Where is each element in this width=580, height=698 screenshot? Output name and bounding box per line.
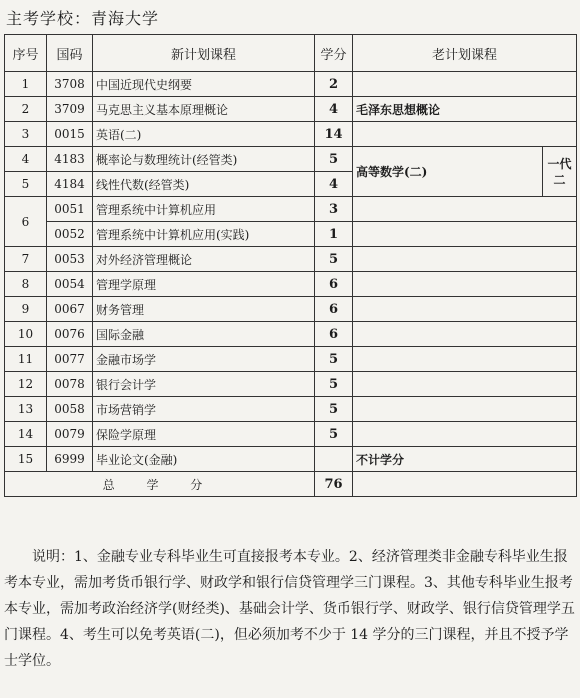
row-credit: 6: [315, 322, 353, 347]
table-row: [5, 197, 577, 222]
row-credit: 5: [315, 397, 353, 422]
old-course-empty: [353, 297, 577, 322]
row-code: 0052: [47, 222, 93, 247]
old-course-empty: [353, 422, 577, 447]
table-row: [5, 222, 577, 247]
row-credit: 3: [315, 197, 353, 222]
row-seq: 1: [5, 72, 47, 97]
row-seq: 13: [5, 397, 47, 422]
row-course-name: 国际金融: [93, 322, 315, 347]
row-seq: 10: [5, 322, 47, 347]
school-title: 主考学校：青海大学: [6, 9, 160, 28]
row-course-name: 管理学原理: [93, 272, 315, 297]
row-seq: 14: [5, 422, 47, 447]
total-empty: [353, 472, 577, 497]
row-course-name: 对外经济管理概论: [93, 247, 315, 272]
row-course-name: 保险学原理: [93, 422, 315, 447]
row-code: 4183: [47, 147, 93, 172]
header-new-course: 新计划课程: [93, 35, 315, 72]
row-credit: 14: [315, 122, 353, 147]
row-code: 6999: [47, 447, 93, 472]
row-code: 0077: [47, 347, 93, 372]
old-course-empty: [353, 397, 577, 422]
old-course-empty: [353, 347, 577, 372]
row-seq: 6: [5, 197, 47, 247]
row-seq: 12: [5, 372, 47, 397]
table-row: [5, 322, 577, 347]
row-code: 0015: [47, 122, 93, 147]
row-credit: 2: [315, 72, 353, 97]
row-course-name: 马克思主义基本原理概论: [93, 97, 315, 122]
row-credit: 5: [315, 372, 353, 397]
row-seq: 2: [5, 97, 47, 122]
row-credit: 6: [315, 297, 353, 322]
total-value: 76: [315, 472, 353, 497]
row-seq: 11: [5, 347, 47, 372]
row-code: 4184: [47, 172, 93, 197]
row-course-name: 银行会计学: [93, 372, 315, 397]
row-seq: 7: [5, 247, 47, 272]
old-course-empty: [353, 222, 577, 247]
row-seq: 3: [5, 122, 47, 147]
table-row: [5, 372, 577, 397]
row-code: 3708: [47, 72, 93, 97]
header-seq: 序号: [5, 35, 47, 72]
old-course-empty: [353, 247, 577, 272]
header-code: 国码: [47, 35, 93, 72]
table-row: [5, 247, 577, 272]
row-course-name: 中国近现代史纲要: [93, 72, 315, 97]
row-code: 0067: [47, 297, 93, 322]
row-course-name: 毕业论文(金融): [93, 447, 315, 472]
row-seq: 15: [5, 447, 47, 472]
old-course-empty: [353, 122, 577, 147]
row-credit: 5: [315, 147, 353, 172]
row-code: 0053: [47, 247, 93, 272]
row-credit: 5: [315, 247, 353, 272]
row-course-name: 英语(二): [93, 122, 315, 147]
old-course-empty: [353, 72, 577, 97]
old-course-empty: [353, 322, 577, 347]
row-credit: 1: [315, 222, 353, 247]
table-row: [5, 397, 577, 422]
row-seq: 4: [5, 147, 47, 172]
old-course-maogai: 毛泽东思想概论: [353, 97, 577, 122]
row-seq: 5: [5, 172, 47, 197]
row-credit: 5: [315, 422, 353, 447]
row-code: 0054: [47, 272, 93, 297]
row-credit: 4: [315, 172, 353, 197]
table-row: [5, 272, 577, 297]
row-credit: 4: [315, 97, 353, 122]
header-credit: 学分: [315, 35, 353, 72]
row-code: 0076: [47, 322, 93, 347]
row-course-name: 金融市场学: [93, 347, 315, 372]
table-row: [5, 147, 577, 172]
row-course-name: 管理系统中计算机应用: [93, 197, 315, 222]
total-row: [5, 472, 577, 497]
total-label: 总 学 分: [5, 472, 315, 497]
table-header-row: [5, 35, 577, 72]
row-code: 0058: [47, 397, 93, 422]
table-row: [5, 122, 577, 147]
row-course-name: 市场营销学: [93, 397, 315, 422]
row-course-name: 财务管理: [93, 297, 315, 322]
old-course-empty: [353, 197, 577, 222]
header-old-course: 老计划课程: [353, 35, 577, 72]
row-code: 3709: [47, 97, 93, 122]
row-course-name: 概率论与数理统计(经管类): [93, 147, 315, 172]
row-credit: 6: [315, 272, 353, 297]
row-credit: 5: [315, 347, 353, 372]
row-seq: 9: [5, 297, 47, 322]
row-code: 0051: [47, 197, 93, 222]
old-course-math-tag: 一代二: [543, 147, 577, 197]
row-credit: [315, 447, 353, 472]
table-row: [5, 97, 577, 122]
table-row: [5, 447, 577, 472]
row-code: 0078: [47, 372, 93, 397]
table-row: [5, 72, 577, 97]
old-course-math: 高等数学(二): [353, 147, 543, 197]
old-course-empty: [353, 272, 577, 297]
explanation-note: 说明：1、金融专业专科毕业生可直接报考本专业。2、经济管理类非金融专科毕业生报考本专业，需加考货币银行学、财政学和银行信贷管理学三门课程。3、其他专科毕业生报考本专业，需加考政治经济学(财经类)、基础会计学、货币银行学、财政学、银行信贷管理学五门课程。4、考生可以免考英语(二)，但必须加考不少于 14 学分的三门课程，并且不授予学士学位。: [4, 549, 575, 669]
old-course-thesis: 不计学分: [353, 447, 577, 472]
row-seq: 8: [5, 272, 47, 297]
row-course-name: 管理系统中计算机应用(实践): [93, 222, 315, 247]
row-code: 0079: [47, 422, 93, 447]
old-course-empty: [353, 372, 577, 397]
course-table: [4, 34, 577, 497]
table-row: [5, 347, 577, 372]
table-row: [5, 422, 577, 447]
table-row: [5, 297, 577, 322]
row-course-name: 线性代数(经管类): [93, 172, 315, 197]
